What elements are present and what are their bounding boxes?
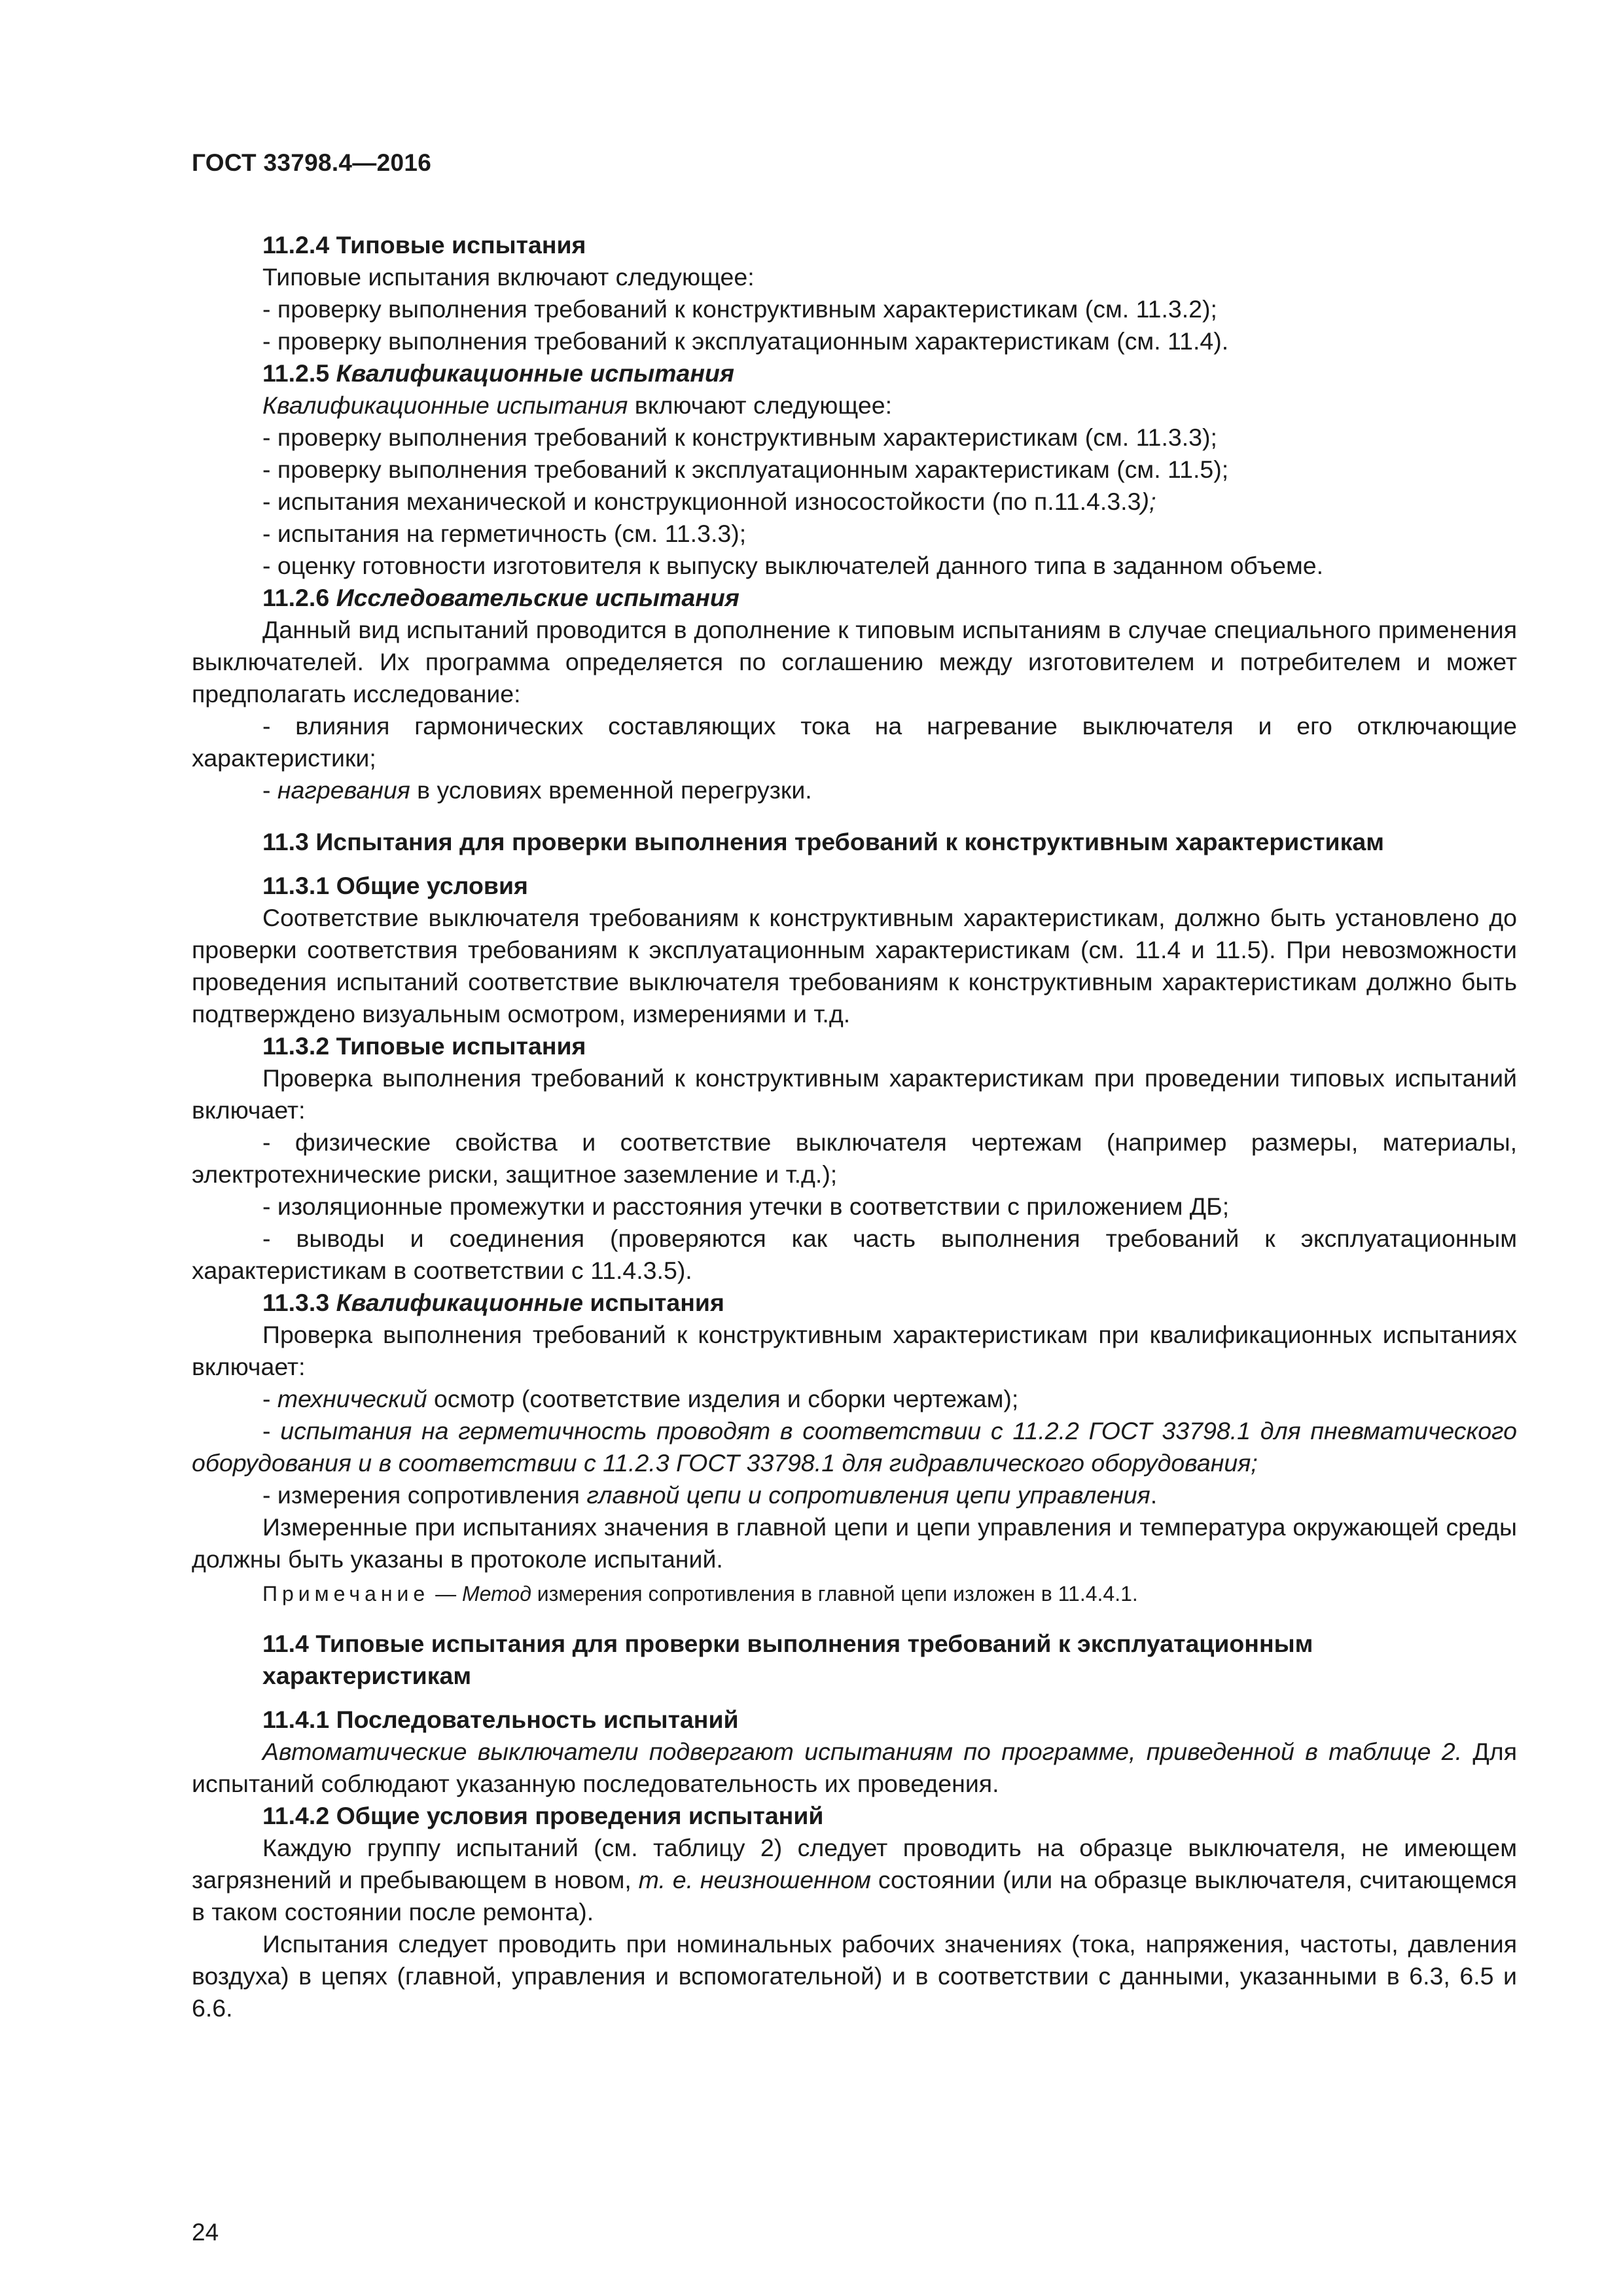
list-item-text: в условиях временной перегрузки. <box>410 776 812 804</box>
list-item: - испытания на герметичность (см. 11.3.3); <box>262 520 747 547</box>
paragraph: Проверка выполнения требований к конструктивным характеристикам при квалификационных испытаниях включает: <box>192 1321 1517 1380</box>
list-item: - изоляционные промежутки и расстояния утечки в соответствии с приложением ДБ; <box>262 1193 1230 1220</box>
note-text: измерения сопротивления в главной цепи изложен в 11.4.4.1. <box>531 1582 1138 1605</box>
paragraph: Проверка выполнения требований к конструктивным характеристикам при проведении типовых испытаний включает: <box>192 1064 1517 1124</box>
list-item <box>192 1479 1517 1511</box>
section-11-3-2-title: 11.3.2 Типовые испытания <box>262 1032 586 1060</box>
italic-punct: ); <box>1141 488 1156 515</box>
spacer <box>192 1692 1517 1704</box>
note <box>192 1579 1517 1608</box>
standard-header: ГОСТ 33798.4—2016 <box>192 149 432 176</box>
italic-text: испытания на герметичность проводят в соответствии с 11.2.2 ГОСТ 33798.1 для пневматического оборудования и в соответствии с 11.2.3 ГОСТ 33798.1 для гидравлического оборудования; <box>192 1417 1517 1477</box>
paragraph: Испытания следует проводить при номинальных рабочих значениях (тока, напряжения, частоты, давления воздуха) в цепях (главной, управления и вспомогательной) и в соответствии с данными, указанными в 6.3, 6.5 и 6.6. <box>192 1930 1517 2022</box>
section-11-3-1-title: 11.3.1 Общие условия <box>262 872 528 899</box>
section-11-4-1-title: 11.4.1 Последовательность испытаний <box>262 1706 739 1733</box>
intro-text: включают следующее: <box>628 391 892 419</box>
section-title-text: Исследовательские испытания <box>336 584 740 611</box>
spacer <box>192 1608 1517 1628</box>
section-11-4-2-title: 11.4.2 Общие условия проведения испытаний <box>262 1802 824 1829</box>
list-item <box>192 1415 1517 1479</box>
italic-term: Квалификационные <box>336 1289 584 1316</box>
italic-term: технический <box>277 1385 427 1412</box>
section-11-2-5-title <box>192 357 1517 389</box>
section-title-text: Квалификационные испытания <box>336 359 734 387</box>
list-dash: - <box>262 1385 277 1412</box>
list-item-text: - измерения сопротивления <box>262 1481 587 1509</box>
page-number: 24 <box>192 2219 219 2246</box>
section-11-4-title: 11.4 Типовые испытания для проверки выполнения требований к эксплуатационным характеристикам <box>262 1630 1313 1689</box>
italic-term: нагревания <box>277 776 410 804</box>
italic-term: Квалификационные испытания <box>262 391 628 419</box>
list-item: - влияния гармонических составляющих тока на нагревание выключателя и его отключающие характеристики; <box>192 712 1517 772</box>
section-title-text: испытания <box>583 1289 724 1316</box>
section-11-2-4-intro: Типовые испытания включают следующее: <box>262 263 755 291</box>
list-item: - физические свойства и соответствие выключателя чертежам (например размеры, материалы, электротехнические риски, защитное заземление и т.д.); <box>192 1128 1517 1188</box>
paragraph-text: Для испытаний соблюдают указанную последовательность их проведения. <box>192 1738 1517 1797</box>
section-11-2-6-title <box>192 582 1517 614</box>
section-11-2-4-title: 11.2.4 Типовые испытания <box>262 231 586 259</box>
paragraph-text: состоянии (или на образце выключателя, считающемся в таком состоянии после ремонта). <box>192 1866 1518 1926</box>
spacer <box>192 858 1517 870</box>
paragraph: Измеренные при испытаниях значения в главной цепи и цепи управления и температура окружающей среды должны быть указаны в протоколе испытаний. <box>192 1513 1517 1573</box>
list-item <box>192 486 1517 518</box>
paragraph-text: Каждую группу испытаний (см. таблицу 2) следует проводить на образце выключателя, не имеющем загрязнений и пребывающем в новом, <box>192 1834 1517 1893</box>
list-item: - проверку выполнения требований к конструктивным характеристикам (см. 11.3.3); <box>262 423 1217 451</box>
list-item: - проверку выполнения требований к эксплуатационным характеристикам (см. 11.4). <box>262 327 1229 355</box>
section-number: 11.2.5 <box>262 359 336 387</box>
italic-text: главной цепи и сопротивления цепи управления <box>586 1481 1150 1509</box>
list-item-text: - испытания механической и конструкционной износостойкости (по п.11.4.3.3 <box>262 488 1141 515</box>
list-item-text: осмотр (соответствие изделия и сборки чертежам); <box>427 1385 1019 1412</box>
list-item: - проверку выполнения требований к конструктивным характеристикам (см. 11.3.2); <box>262 295 1217 323</box>
paragraph <box>192 1832 1517 1928</box>
section-11-2-5-intro <box>192 389 1517 422</box>
section-number: 11.3.3 <box>262 1289 336 1316</box>
note-label: Примечание <box>262 1582 430 1605</box>
paragraph <box>192 1736 1517 1800</box>
spacer <box>192 806 1517 826</box>
italic-text: Автоматические выключатели подвергают испытаниям по программе, приведенной в таблице 2. <box>262 1738 1463 1765</box>
section-number: 11.2.6 <box>262 584 336 611</box>
list-item-text: . <box>1150 1481 1158 1509</box>
list-item: - выводы и соединения (проверяются как часть выполнения требований к эксплуатационным характеристикам в соответствии с 11.4.3.5). <box>192 1225 1517 1284</box>
italic-text: т. е. неизношенном <box>638 1866 871 1893</box>
list-item: - проверку выполнения требований к эксплуатационным характеристикам (см. 11.5); <box>262 456 1229 483</box>
italic-term: Метод <box>462 1582 531 1605</box>
section-11-3-3-title <box>192 1287 1517 1319</box>
note-dash: — <box>429 1582 462 1605</box>
list-item <box>192 774 1517 806</box>
section-11-3-title: 11.3 Испытания для проверки выполнения требований к конструктивным характеристикам <box>262 828 1384 855</box>
page-content <box>192 229 1517 2024</box>
list-item <box>192 1383 1517 1415</box>
list-item: - оценку готовности изготовителя к выпуску выключателей данного типа в заданном объеме. <box>262 552 1324 579</box>
list-dash: - <box>262 776 277 804</box>
paragraph: Данный вид испытаний проводится в дополнение к типовым испытаниям в случае специального применения выключателей. Их программа определяется по соглашению между изготовителем и потребителем и может предполагать исследование: <box>192 616 1517 708</box>
paragraph: Соответствие выключателя требованиям к конструктивным характеристикам, должно быть установлено до проверки соответствия требованиям к эксплуатационным характеристикам (см. 11.4 и 11.5). При невозможности проведения испытаний соответствие выключателя требованиям к конструктивным характеристикам должно быть подтверждено визуальным осмотром, измерениями и т.д. <box>192 904 1517 1028</box>
list-dash: - <box>262 1417 281 1444</box>
